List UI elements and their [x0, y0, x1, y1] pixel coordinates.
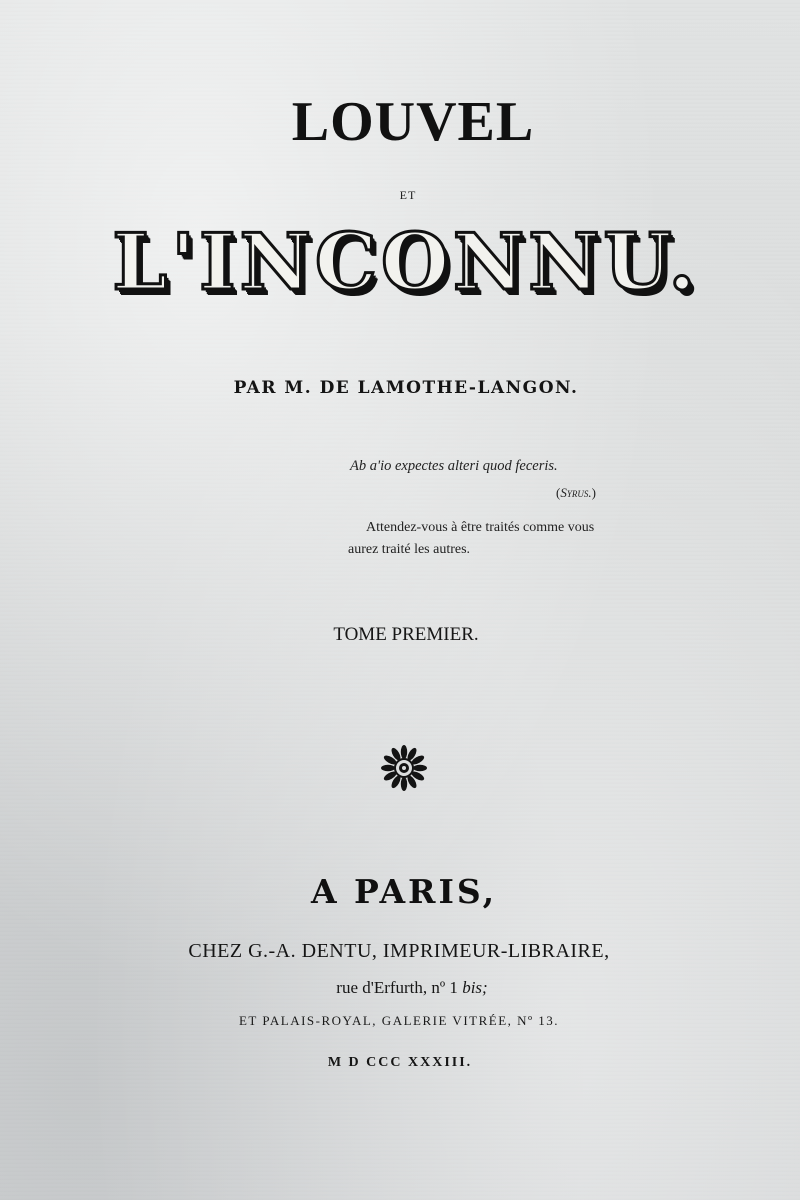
imprint-second-address: ET PALAIS-ROYAL, GALERIE VITRÉE, Nº 13.	[238, 1013, 560, 1028]
epigraph-source-close: )	[591, 485, 596, 500]
author-line: PAR M. DE LAMOTHE-LANGON.	[233, 378, 579, 398]
imprint-year: M D CCC XXXIII.	[327, 1055, 473, 1070]
title-conjunction: ET	[399, 188, 417, 202]
epigraph-french-line-1: Attendez-vous à être traités comme vous	[366, 520, 595, 535]
title-inconnu: L'INCONNU.	[112, 217, 700, 308]
imprint-publisher: CHEZ G.-A. DENTU, IMPRIMEUR-LIBRAIRE,	[188, 940, 610, 962]
epigraph-french-line-2: aurez traité les autres.	[348, 542, 471, 557]
volume-label: TOME PREMIER.	[333, 624, 479, 645]
epigraph-source	[556, 485, 596, 501]
imprint-city: A PARIS,	[310, 872, 498, 911]
imprint-address-main: rue d'Erfurth, nº 1	[336, 978, 458, 997]
epigraph-source-name: Syrus.	[560, 485, 592, 500]
floral-rosette-icon	[380, 744, 428, 792]
imprint-address-suffix: bis;	[462, 978, 488, 997]
imprint-address	[0, 978, 800, 998]
epigraph-source-open: (	[556, 485, 561, 500]
title-louvel: LOUVEL	[291, 91, 535, 153]
epigraph-latin: Ab a'io expectes alteri quod feceris.	[350, 458, 558, 474]
